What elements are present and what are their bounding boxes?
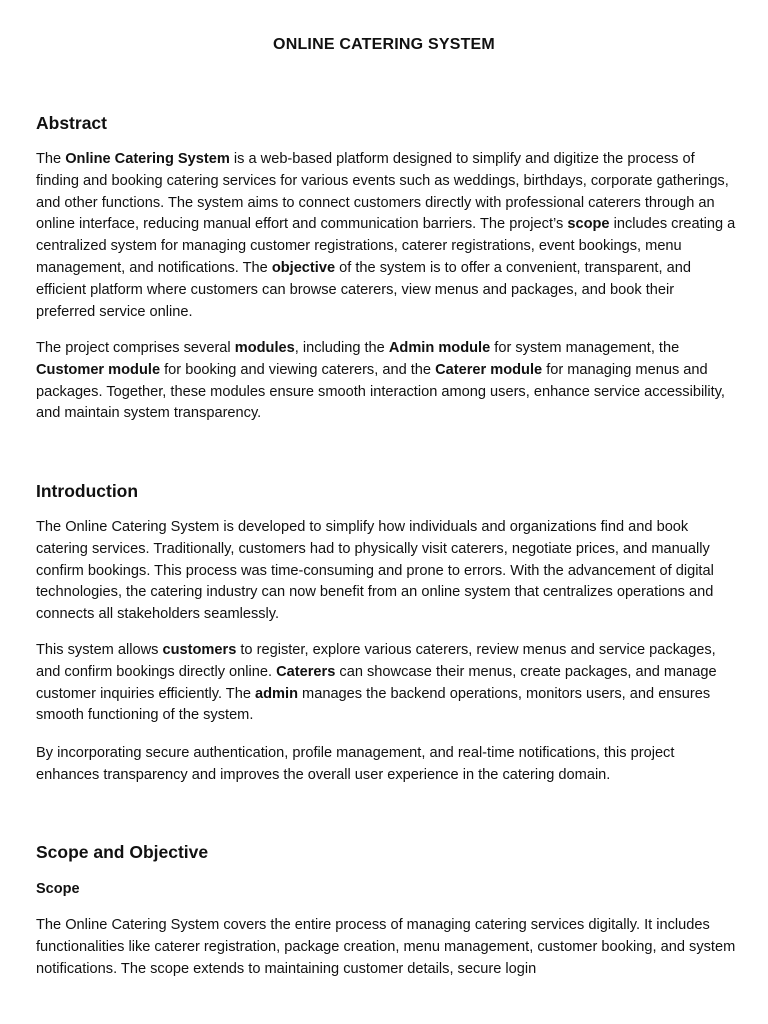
bold-term: Online Catering System xyxy=(65,151,230,167)
text-run: for booking and viewing caterers, and the xyxy=(160,361,436,378)
bold-term: Caterer module xyxy=(435,361,543,378)
bold-term: objective xyxy=(271,259,336,276)
text-run: , including the xyxy=(294,340,389,356)
abstract-heading: Abstract xyxy=(36,113,107,133)
bold-term: scope xyxy=(567,216,610,233)
text-run: of the system is to offer a convenient, transparent, and efficient platform where customers can browse caterers, view menus and packages, and book their preferred service online. xyxy=(36,259,691,320)
abstract-paragraph-1 xyxy=(36,149,736,323)
bold-term: Caterers xyxy=(276,663,336,680)
scope-subheading: Scope xyxy=(36,881,80,897)
bold-term: Customer module xyxy=(36,361,161,378)
text-run: The project comprises several xyxy=(36,340,235,356)
text-run: is a web-based platform designed to simplify and digitize the process of finding and booking catering services for various events such as weddings, birthdays, corporate gatherings, and other functions. The system aims to connect customers directly with professional caterers through an online interface, reducing manual effort and communication barriers. The project’s xyxy=(36,151,729,233)
introduction-paragraph-3: By incorporating secure authentication, profile management, and real-time notifications, this project enhances transparency and improves the overall user experience in the catering domain. xyxy=(36,745,675,783)
abstract-paragraph-2 xyxy=(36,338,736,425)
text-run: for managing menus and packages. Together, these modules ensure smooth interaction among users, enhance service accessibility, and maintain system transparency. xyxy=(36,361,725,422)
introduction-paragraph-1: The Online Catering System is developed to simplify how individuals and organizations find and book catering services. Traditionally, customers had to physically visit caterers, negotiate prices, and manually confirm bookings. This process was time-consuming and prone to errors. With the advancement of digital technologies, the catering industry can now benefit from an online system that centralizes operations and connects all stakeholders seamlessly. xyxy=(36,519,714,623)
introduction-heading: Introduction xyxy=(36,481,139,501)
bold-term: modules xyxy=(234,340,295,356)
text-run: can showcase their menus, create packages, and manage customer inquiries efficiently. The xyxy=(36,663,717,702)
bold-term: admin xyxy=(255,685,298,702)
bold-term: Admin module xyxy=(388,340,491,356)
text-run: to register, explore various caterers, review menus and service packages, and confirm bookings directly online. xyxy=(36,642,716,680)
text-run: The xyxy=(36,151,66,167)
introduction-paragraph-2 xyxy=(36,640,736,727)
text-run: manages the backend operations, monitors users, and ensures smooth functioning of the system. xyxy=(36,685,711,724)
bold-term: customers xyxy=(162,642,237,658)
scope-paragraph-1: The Online Catering System covers the entire process of managing catering services digitally. It includes functionalities like caterer registration, package creation, menu management, customer booking, and system notifications. The scope extends to maintaining customer details, secure login xyxy=(36,917,736,977)
scope-objective-heading: Scope and Objective xyxy=(36,842,209,862)
text-run: for system management, the xyxy=(490,340,680,356)
document-title: ONLINE CATERING SYSTEM xyxy=(273,36,495,53)
text-run: This system allows xyxy=(36,642,163,658)
text-run: includes creating a centralized system for managing customer registrations, caterer registrations, event bookings, menu management, and notifications. The xyxy=(36,216,736,276)
